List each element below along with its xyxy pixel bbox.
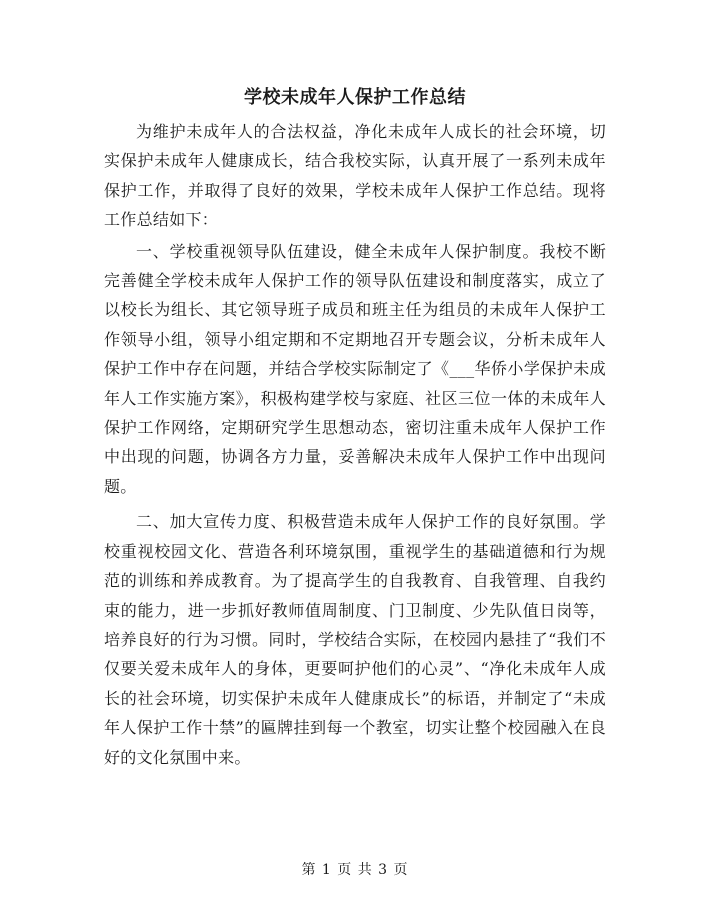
document-body	[104, 117, 606, 772]
document-title: 学校未成年人保护工作总结	[244, 87, 466, 108]
paragraph-intro: 为维护未成年人的合法权益，净化未成年人成长的社会环境，切实保护未成年人健康成长，结合我校实际，认真开展了一系列未成年保护工作，并取得了良好的效果，学校未成年人保护工作总结。现将工作总结如下：	[104, 122, 606, 230]
page-footer	[0, 860, 710, 880]
page-number: 第 1 页 共 3 页	[301, 862, 409, 878]
paragraph-publicity: 二、加大宣传力度、积极营造未成年人保护工作的良好氛围。学校重视校园文化、营造各利环境氛围，重视学生的基础道德和行为规范的训练和养成教育。为了提高学生的自我教育、自我管理、自我约束的能力，进一步抓好教师值周制度、门卫制度、少先队值日岗等，培养良好的行为习惯。同时，学校结合实际，在校园内悬挂了“我们不仅要关爱未成年人的身体，更要呵护他们的心灵”、“净化未成年人成长的社会环境，切实保护未成年人健康成长”的标语，并制定了“未成年人保护工作十禁”的匾牌挂到每一个教室，切实让整个校园融入在良好的文化氛围中来。	[104, 512, 606, 767]
paragraph-leadership: 一、学校重视领导队伍建设，健全未成年人保护制度。我校不断完善健全学校未成年人保护工作的领导队伍建设和制度落实，成立了以校长为组长、其它领导班子成员和班主任为组员的未成年人保护工作领导小组，领导小组定期和不定期地召开专题会议，分析未成年人保护工作中存在问题，并结合学校实际制定了《___华侨小学保护未成年人工作实施方案》，积极构建学校与家庭、社区三位一体的未成年人保护工作网络，定期研究学生思想动态，密切注重未成年人保护工作中出现的问题，协调各方力量，妥善解决未成年人保护工作中出现问题。	[104, 241, 606, 496]
